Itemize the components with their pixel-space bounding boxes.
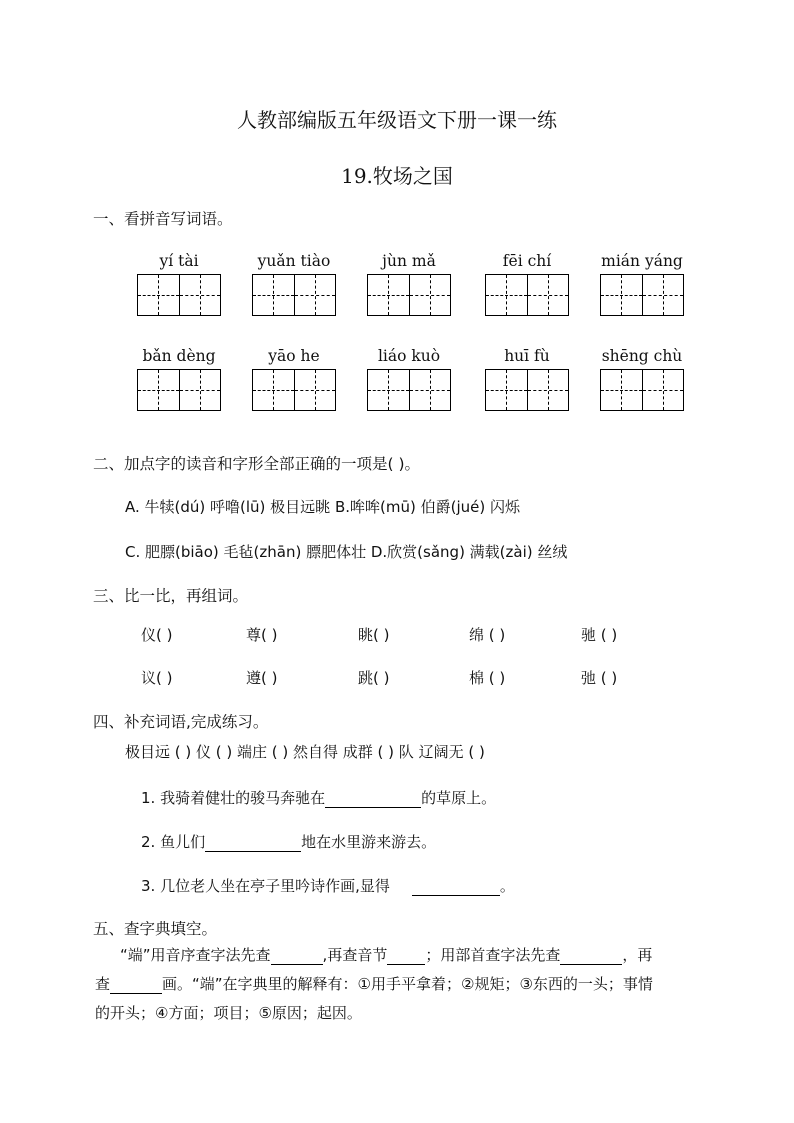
- writing-grid[interactable]: [137, 274, 221, 316]
- writing-cell[interactable]: [138, 370, 179, 410]
- writing-grid[interactable]: [252, 369, 336, 411]
- answer-blank[interactable]: [205, 835, 301, 852]
- section-5-heading: 五、查字典填空。: [93, 920, 218, 938]
- pinyin-item: [600, 347, 684, 411]
- option-a-b: A. 牛犊(dú) 呼噜(lū) 极目远眺 B.哞哞(mū) 伯爵(jué) 闪烁: [125, 498, 520, 516]
- compare-word: 议( ): [141, 669, 173, 687]
- question-3-text: 3. 几位老人坐在亭子里吟诗作画,显得: [141, 877, 390, 895]
- compare-word: 遵( ): [246, 669, 278, 687]
- page-title: 人教部编版五年级语文下册一课一练: [237, 108, 557, 132]
- pinyin-item: [485, 252, 569, 316]
- dictionary-line-3: 的开头；④方面；项目；⑤原因；起因。: [95, 1004, 362, 1022]
- answer-blank[interactable]: [412, 879, 500, 896]
- dictionary-line-2: [95, 973, 653, 994]
- answer-blank[interactable]: [110, 977, 162, 994]
- question-1-tail: 的草原上。: [421, 789, 497, 807]
- writing-cell[interactable]: [179, 370, 221, 410]
- pinyin-item: [252, 347, 336, 411]
- text-span: 查: [95, 975, 111, 993]
- writing-cell[interactable]: [642, 275, 684, 315]
- pinyin-item: [367, 252, 451, 316]
- writing-cell[interactable]: [601, 370, 642, 410]
- idiom-fill-row: 极目远 ( ) 仪 ( ) 端庄 ( ) 然自得 成群 ( ) 队 辽阔无 ( ): [125, 743, 485, 761]
- question-3: [141, 875, 515, 896]
- pinyin-label: mián yáng: [601, 252, 683, 270]
- question-1: [141, 787, 496, 808]
- pinyin-label: fēi chí: [502, 252, 552, 270]
- pinyin-label: yuǎn tiào: [257, 252, 331, 270]
- pinyin-label: bǎn dèng: [142, 347, 216, 365]
- question-2: [141, 831, 436, 852]
- writing-cell[interactable]: [253, 370, 294, 410]
- pinyin-item: [252, 252, 336, 316]
- section-4-heading: 四、补充词语,完成练习。: [93, 713, 269, 731]
- writing-grid[interactable]: [600, 274, 684, 316]
- pinyin-label: jùn mǎ: [382, 252, 436, 270]
- pinyin-item: [600, 252, 684, 316]
- writing-cell[interactable]: [138, 275, 179, 315]
- writing-cell[interactable]: [642, 370, 684, 410]
- pinyin-label: huī fù: [504, 347, 550, 365]
- pinyin-label: shēng chù: [601, 347, 683, 365]
- writing-cell[interactable]: [253, 275, 294, 315]
- section-2-heading: 二、加点字的读音和字形全部正确的一项是( )。: [93, 455, 421, 473]
- pinyin-label: yāo he: [268, 347, 320, 365]
- writing-cell[interactable]: [179, 275, 221, 315]
- compare-word: 驰 ( ): [581, 626, 618, 644]
- compare-word: 跳( ): [358, 669, 390, 687]
- writing-cell[interactable]: [527, 275, 569, 315]
- section-1-heading: 一、看拼音写词语。: [93, 210, 233, 228]
- pinyin-label: liáo kuò: [377, 347, 441, 365]
- writing-grid[interactable]: [485, 274, 569, 316]
- answer-blank[interactable]: [271, 948, 323, 965]
- writing-cell[interactable]: [409, 370, 451, 410]
- section-3-heading: 三、比一比，再组词。: [93, 587, 249, 605]
- writing-cell[interactable]: [409, 275, 451, 315]
- question-2-tail: 地在水里游来游去。: [301, 833, 437, 851]
- answer-blank[interactable]: [387, 948, 425, 965]
- lesson-title: 19.牧场之国: [341, 164, 453, 188]
- writing-grid[interactable]: [367, 369, 451, 411]
- text-span: ,再查音节: [322, 946, 388, 964]
- question-1-text: 1. 我骑着健壮的骏马奔驰在: [141, 789, 326, 807]
- pinyin-item: [137, 252, 221, 316]
- compare-word: 绵 ( ): [469, 626, 506, 644]
- writing-cell[interactable]: [368, 275, 409, 315]
- compare-word: 棉 ( ): [469, 669, 506, 687]
- compare-word: 弛 ( ): [581, 669, 618, 687]
- pinyin-item: [367, 347, 451, 411]
- dictionary-line-1: [120, 944, 652, 965]
- writing-cell[interactable]: [486, 275, 527, 315]
- writing-cell[interactable]: [601, 275, 642, 315]
- writing-grid[interactable]: [252, 274, 336, 316]
- compare-word: 尊( ): [246, 626, 278, 644]
- question-2-text: 2. 鱼儿们: [141, 833, 206, 851]
- writing-cell[interactable]: [527, 370, 569, 410]
- writing-cell[interactable]: [294, 275, 336, 315]
- text-span: “端”用音序查字法先查: [120, 946, 271, 964]
- text-span: ；用部首查字法先查: [425, 946, 561, 964]
- answer-blank[interactable]: [325, 791, 421, 808]
- writing-cell[interactable]: [368, 370, 409, 410]
- writing-cell[interactable]: [486, 370, 527, 410]
- writing-cell[interactable]: [294, 370, 336, 410]
- answer-blank[interactable]: [560, 948, 622, 965]
- compare-word: 仪( ): [141, 626, 173, 644]
- text-span: 画。“端”在字典里的解释有：①用手平拿着；②规矩；③东西的一头；事情: [162, 975, 653, 993]
- pinyin-item: [137, 347, 221, 411]
- writing-grid[interactable]: [600, 369, 684, 411]
- question-3-tail: 。: [499, 877, 515, 895]
- pinyin-label: yí tài: [159, 252, 199, 270]
- pinyin-item: [485, 347, 569, 411]
- writing-grid[interactable]: [485, 369, 569, 411]
- option-c-d: C. 肥膘(biāo) 毛毡(zhān) 膘肥体壮 D.欣赏(sǎng) 满载(zài) 丝绒: [125, 543, 568, 561]
- writing-grid[interactable]: [137, 369, 221, 411]
- compare-word: 眺( ): [358, 626, 390, 644]
- text-span: ，再: [622, 946, 653, 964]
- writing-grid[interactable]: [367, 274, 451, 316]
